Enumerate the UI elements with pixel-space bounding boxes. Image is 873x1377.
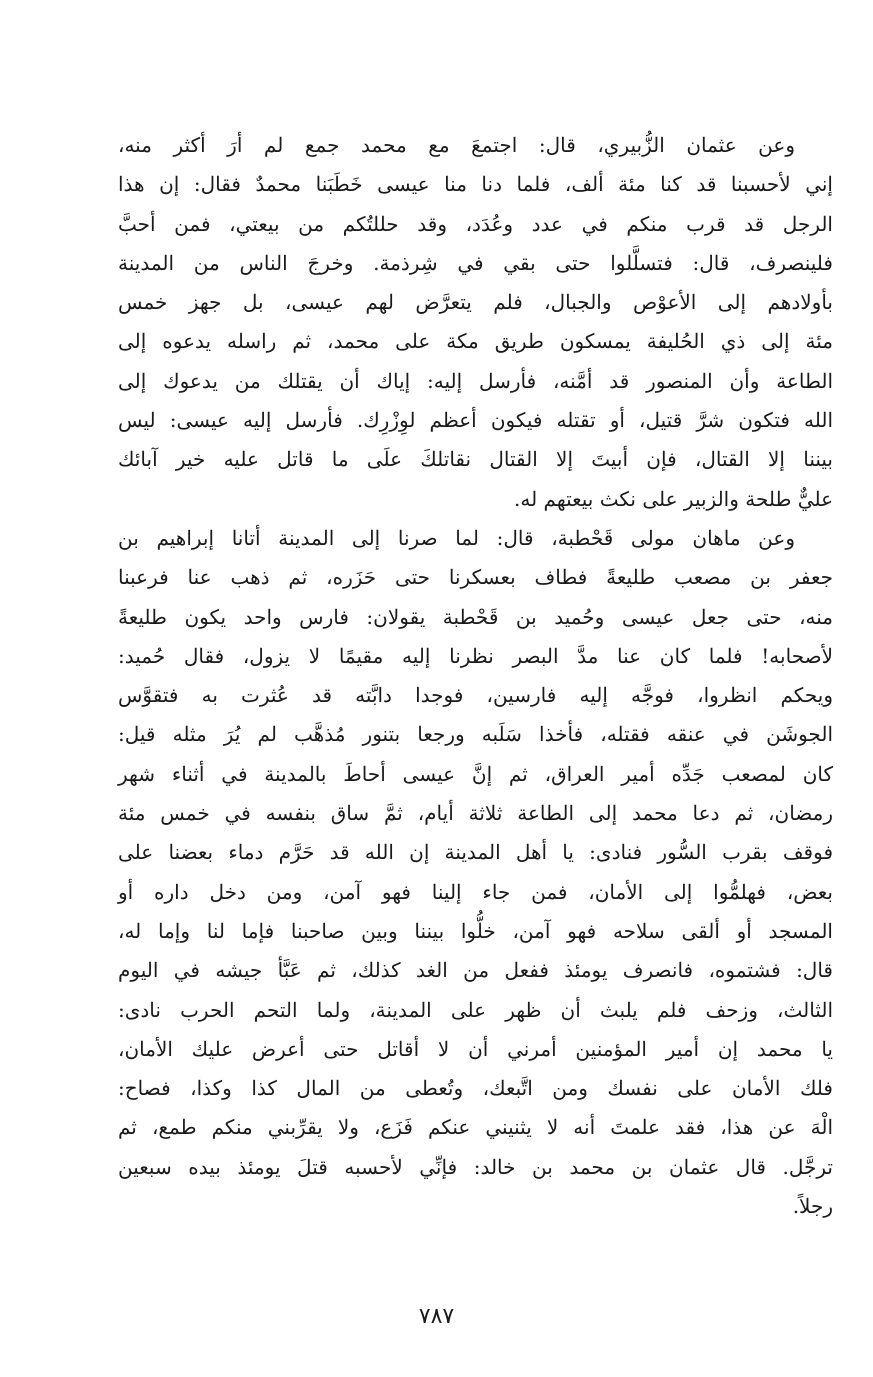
text-line: وعن ماهان مولى قَحْطبة، قال: لما صرنا إلى المدينة أتانا إبراهيم بن [118, 525, 795, 550]
text-line: المسجد أو ألقى سلاحه فهو آمن، خلُّوا بيننا وبين صاحبنا فإما لنا وإما له، [118, 918, 833, 943]
text-line: فلك الأمان على نفسك ومن اتَّبعك، وتُعطى من المال كذا وكذا، فصاح: [118, 1076, 833, 1101]
text-line: بعض، فهلمُّوا إلى الأمان، فمن جاء إلينا فهو آمن، ومن دخل داره أو [118, 879, 833, 904]
page-number: ٧٨٧ [418, 1304, 455, 1329]
text-line: الجوشَن في عنقه فقتله، فأخذا سَلَبه ورجعا بتنور مُذهَّب لم يُرَ مثله قيل: [118, 722, 833, 747]
text-line: وعن عثمان الزُّبيري، قال: اجتمعَ مع محمد جمع لم أرَ أكثر منه، [118, 133, 795, 157]
text-line: عليٌّ طلحة والزبير على نكث بيعتهم له. [514, 486, 833, 511]
text-line: يا محمد إن أمير المؤمنين أمرني أن لا أقاتل حتى أعرض عليك الأمان، [118, 1036, 833, 1061]
text-line: الثالث، وزحف فلم يلبث أن ظهر على المدينة، ولما التحم الحرب نادى: [118, 997, 833, 1022]
text-line: ويحكم انظروا، فوجَّه إليه فارسين، فوجدا دابَّته قد عُثرت به فتقوَّس [118, 683, 833, 708]
text-line: رمضان، ثم دعا محمد إلى الطاعة ثلاثة أيام، ثمَّ ساق بنفسه في خمس مئة [118, 801, 833, 826]
text-line: الرجل قد قرب منكم في عدد وعُدَد، وقد حللتُكم من بيعتي، فمن أحبَّ [118, 211, 833, 236]
text-line: إني لأحسبنا قد كنا مئة ألف، فلما دنا منا عيسى خَطَبَنا محمدٌ فقال: إن هذا [118, 172, 833, 197]
text-line: الْهَ عن هذا، فقد علمتَ أنه لا يثنيني عنكم فَزَع، ولا يقرِّبني منكم طمع، ثم [118, 1115, 833, 1140]
text-line: لأصحابه! فلما كان عنا مدَّ البصر نظرنا إليه مقيمًا لا يزول، فقال حُميد: [118, 643, 833, 668]
text-line: قال: فشتموه، فانصرف يومئذ ففعل من الغد كذلك، ثم عَبَّأ جيشه في اليوم [118, 958, 833, 983]
text-line: منه، حتى جعل عيسى وحُميد بن قَحْطبة يقولان: فارس واحد يكون طليعةً [118, 604, 833, 629]
text-line: ترجَّل. قال عثمان بن محمد بن خالد: فإنِّي لأحسبه قتلَ يومئذ بيده سبعين [118, 1154, 833, 1179]
text-line: جعفر بن مصعب طليعةً فطاف بعسكرنا حتى حَزَره، ثم ذهب عنا فرعبنا [118, 565, 833, 590]
text-line: بأولادهم إلى الأعوْص والجبال، فلم يتعرَّض لهم عيسى، بل جهز خمس [118, 290, 833, 315]
text-line: كان لمصعب جَدِّه أمير العراق، ثم إنَّ عيسى أحاطَ بالمدينة في أثناء شهر [118, 761, 833, 786]
text-line: مئة إلى ذي الحُليفة يمسكون طريق مكة على محمد، ثم راسله يدعوه إلى [118, 329, 833, 354]
text-line: فلينصرف، قال: فتسلَّلوا حتى بقي في شِرذمة. وخرجَ الناس من المدينة [118, 250, 833, 275]
body-text [118, 126, 833, 1226]
text-line: الله فتكون شرَّ قتيل، أو تقتله فيكون أعظم لوِزْرِك. فأرسل إليه عيسى: ليس [118, 408, 833, 433]
text-line: فوقف بقرب السُّور فنادى: يا أهل المدينة إن الله قد حَرَّم دماء بعضنا على [118, 840, 833, 865]
text-line: الطاعة وأن المنصور قد أمَّنه، فأرسل إليه: إياك أن يقتلك من يدعوك إلى [118, 368, 833, 393]
text-line: بيننا إلا القتال، فإن أبيتَ إلا القتال نقاتلكَ علَى ما قاتل عليه خير آبائك [118, 447, 833, 472]
text-line: رجلاً. [792, 1194, 833, 1219]
